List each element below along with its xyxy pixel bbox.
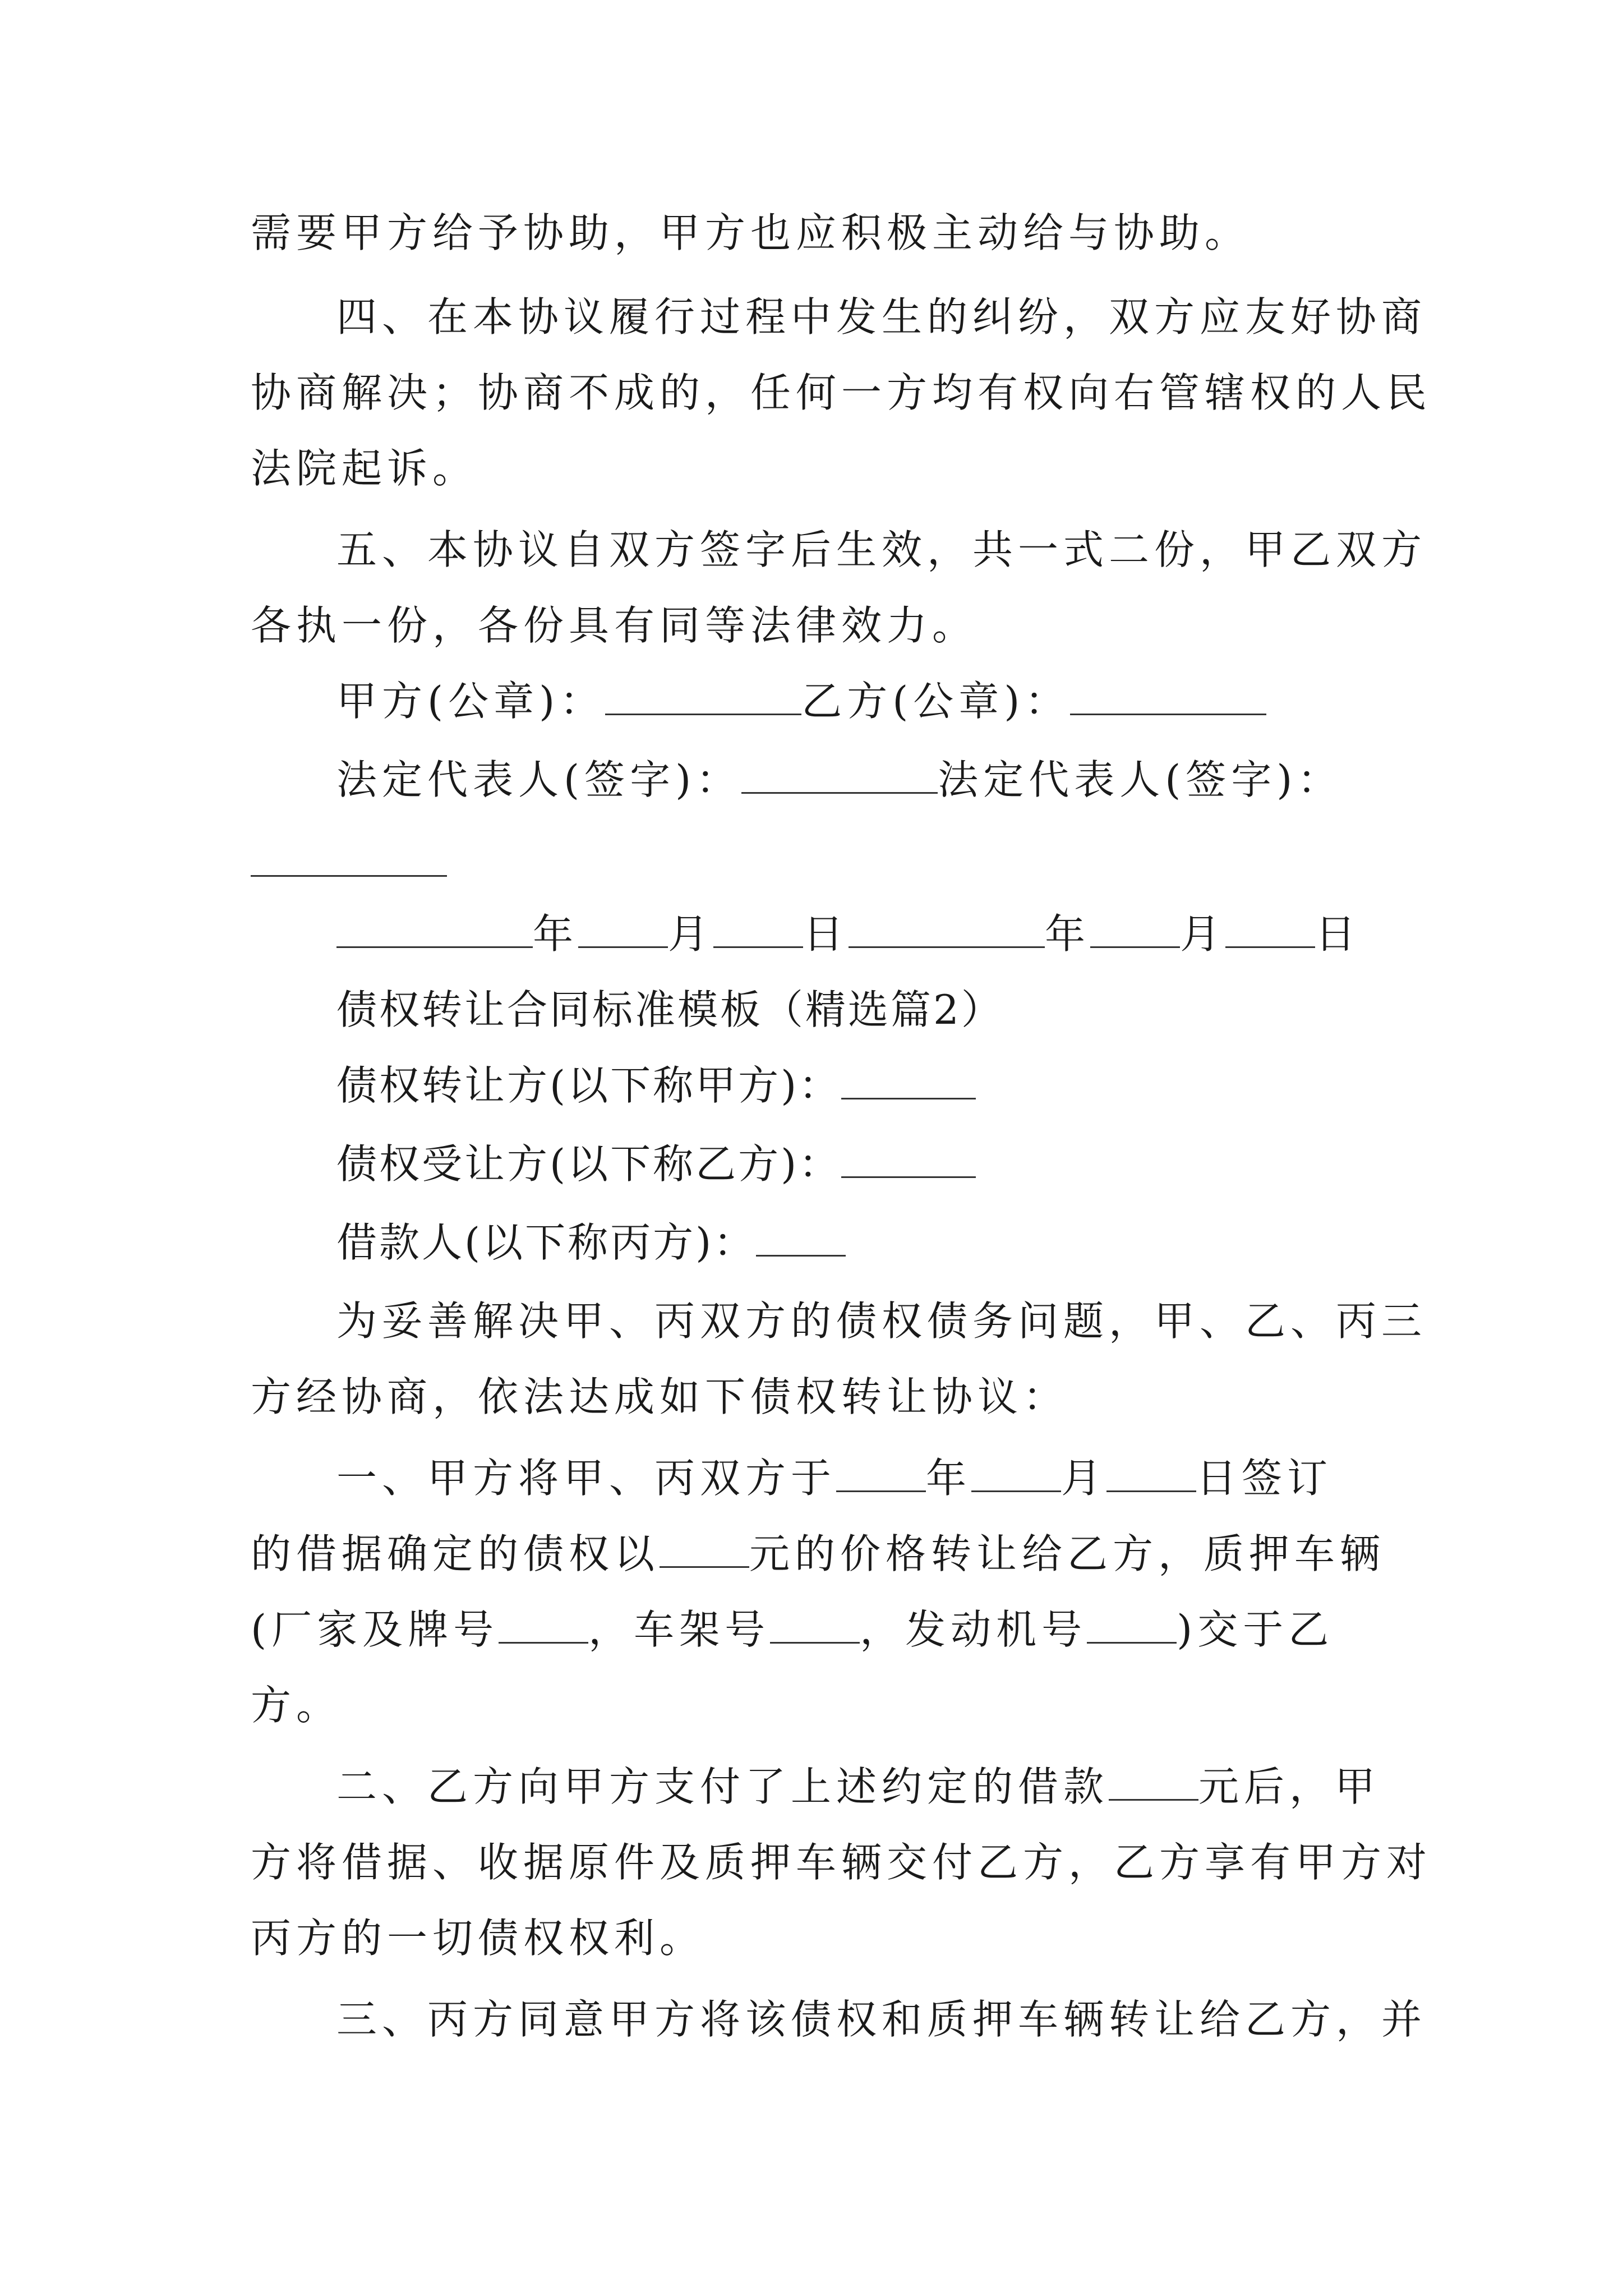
signature-line-representative: [336, 754, 1343, 805]
transferee-blank[interactable]: [841, 1143, 976, 1178]
date-year-blank-b[interactable]: [849, 913, 1045, 948]
clause-text: ，发动机号: [860, 1606, 1087, 1653]
clause-text: 一、甲方将甲、丙双方于: [336, 1455, 837, 1502]
clause-text: 的借据确定的债权以: [251, 1530, 660, 1577]
month-label: 月: [1180, 910, 1226, 958]
year-label: 年: [533, 910, 579, 958]
clause-text: ，车架号: [588, 1606, 771, 1653]
date-year-blank-a[interactable]: [336, 913, 533, 948]
section-title: 债权转让合同标准模板（精选篇2）: [336, 986, 1004, 1033]
paragraph-line: 各执一份，各份具有同等法律效力。: [251, 602, 978, 649]
party-b-rep-blank[interactable]: [251, 875, 447, 877]
paragraph-line: 方将借据、收据原件及质押车辆交付乙方，乙方享有甲方对: [251, 1839, 1432, 1886]
borrower-line: [336, 1217, 846, 1268]
paragraph-line: [251, 1529, 1385, 1579]
price-blank[interactable]: [660, 1533, 749, 1568]
sign-year-blank[interactable]: [836, 1457, 926, 1492]
transferee-label: 债权受让方(以下称乙方)：: [336, 1140, 842, 1188]
signature-line-seal: [336, 676, 1266, 726]
paragraph-line: 协商解决；协商不成的，任何一方均有权向右管辖权的人民: [251, 369, 1432, 416]
clause-text: (厂家及牌号: [251, 1606, 499, 1653]
sign-day-blank[interactable]: [1106, 1457, 1196, 1492]
clause-text: 元后，甲: [1198, 1763, 1381, 1810]
date-line: [336, 909, 1361, 959]
clause-text: 月: [1061, 1455, 1107, 1502]
month-label: 月: [668, 910, 714, 958]
loan-amount-blank[interactable]: [1109, 1765, 1198, 1801]
paragraph-line: 方经协商，依法达成如下债权转让协议：: [251, 1373, 1069, 1420]
paragraph-line: 三、丙方同意甲方将该债权和质押车辆转让给乙方，并: [336, 1996, 1427, 2043]
date-day-blank-b[interactable]: [1225, 913, 1315, 948]
party-b-seal-label: 乙方(公章)：: [801, 678, 1071, 725]
paragraph-line: 方。: [251, 1682, 342, 1729]
party-b-seal-blank[interactable]: [1070, 680, 1266, 715]
clause-text: 元的价格转让给乙方，质押车辆: [749, 1530, 1386, 1577]
sign-month-blank[interactable]: [971, 1457, 1061, 1492]
borrower-label: 借款人(以下称丙方)：: [336, 1219, 757, 1266]
clause-text: 二、乙方向甲方支付了上述约定的借款: [336, 1763, 1109, 1810]
date-day-blank-a[interactable]: [713, 913, 803, 948]
transferee-line: [336, 1139, 976, 1189]
day-label: 日: [803, 910, 849, 958]
party-a-seal-blank[interactable]: [605, 680, 801, 715]
paragraph-line: [336, 1761, 1380, 1812]
party-a-rep-label: 法定代表人(签字)：: [336, 756, 742, 803]
paragraph-line: [336, 1453, 1332, 1503]
year-label: 年: [1045, 910, 1091, 958]
clause-text: )交于乙: [1177, 1606, 1334, 1653]
paragraph-line: 丙方的一切债权权利。: [251, 1915, 706, 1962]
paragraph-line: 法院起诉。: [251, 445, 478, 492]
party-a-rep-blank[interactable]: [741, 758, 938, 794]
vehicle-brand-blank[interactable]: [499, 1608, 588, 1644]
clause-text: 年: [926, 1455, 972, 1502]
date-month-blank-a[interactable]: [578, 913, 668, 948]
transferor-label: 债权转让方(以下称甲方)：: [336, 1062, 842, 1109]
paragraph-line: 五、本协议自双方签字后生效，共一式二份，甲乙双方: [336, 526, 1427, 573]
paragraph-line: [251, 1604, 1334, 1655]
day-label: 日: [1315, 910, 1361, 958]
clause-text: 日签订: [1196, 1455, 1333, 1502]
paragraph-line: 四、在本协议履行过程中发生的纠纷，双方应友好协商: [336, 293, 1427, 341]
engine-number-blank[interactable]: [1087, 1608, 1177, 1644]
transferor-line: [336, 1060, 976, 1111]
vehicle-frame-blank[interactable]: [770, 1608, 860, 1644]
date-month-blank-b[interactable]: [1090, 913, 1180, 948]
party-a-seal-label: 甲方(公章)：: [336, 678, 606, 725]
transferor-blank[interactable]: [841, 1064, 976, 1099]
paragraph-line: 需要甲方给予协助，甲方也应积极主动给与协助。: [251, 209, 1251, 256]
borrower-blank[interactable]: [756, 1221, 846, 1257]
party-b-rep-label: 法定代表人(签字)：: [938, 756, 1343, 803]
paragraph-line: 为妥善解决甲、丙双方的债权债务问题，甲、乙、丙三: [336, 1297, 1427, 1345]
